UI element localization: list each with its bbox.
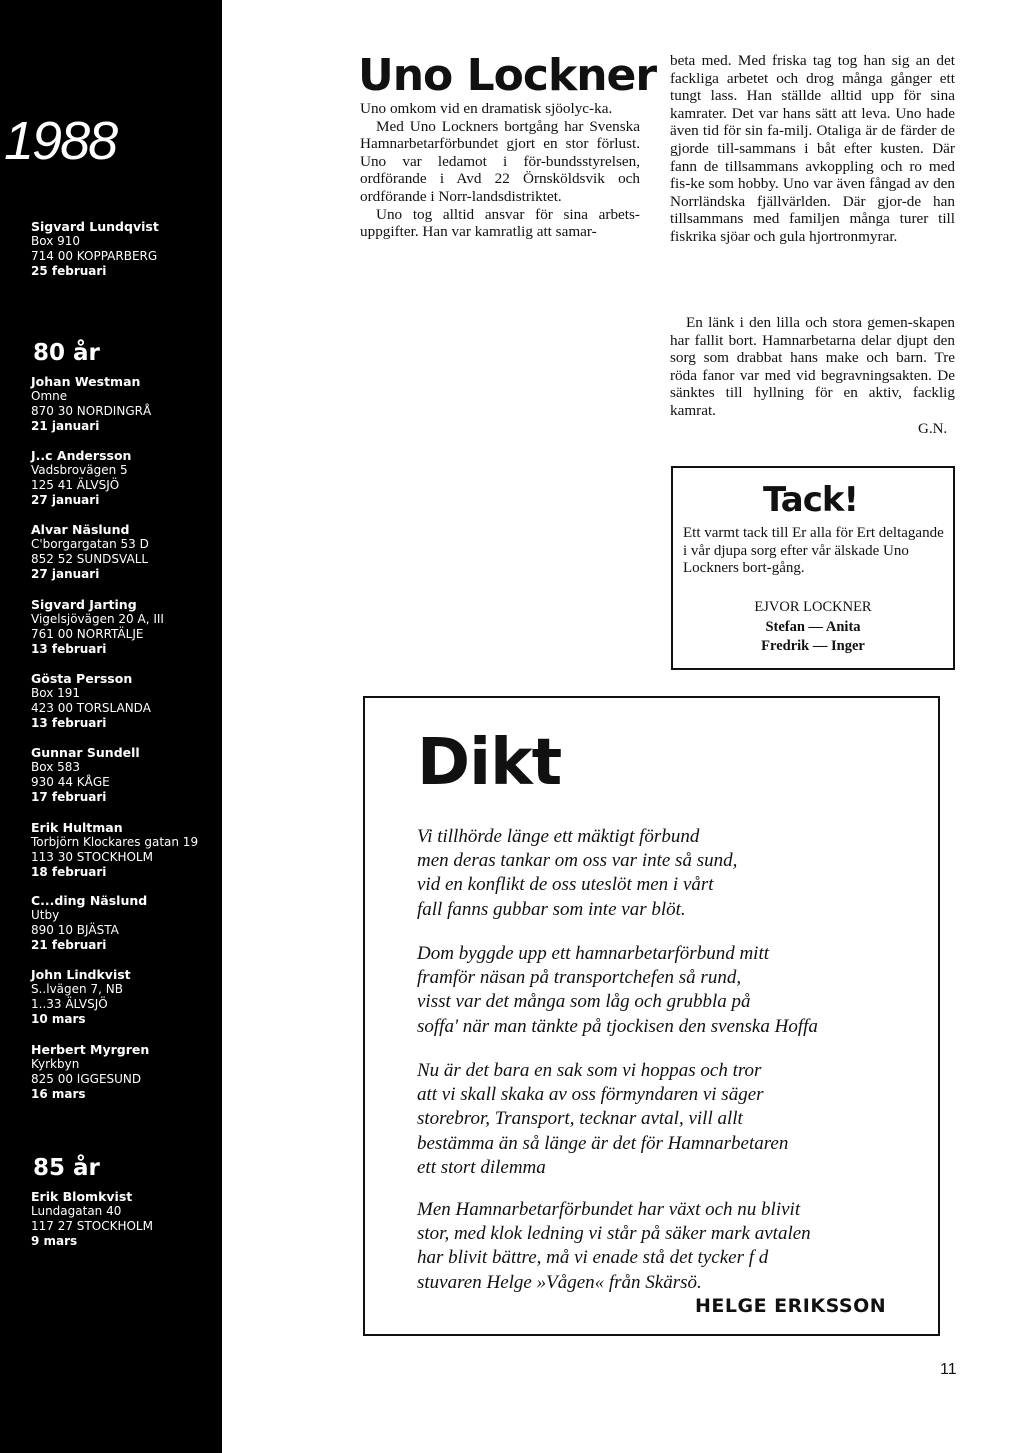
poem-stanza — [417, 1059, 927, 1180]
poem-box — [363, 696, 940, 1336]
thanks-family-2: Fredrik — Inger — [761, 638, 865, 654]
birthday-entry: Erik Blomkvist Lundagatan 40 117 27 STOCKHOLM 9 mars — [31, 1189, 153, 1248]
birthday-entry: Gösta Persson Box 191 423 00 TORSLANDA 13 februari — [31, 671, 151, 730]
poem-stanza — [417, 825, 927, 922]
birthday-entry: Alvar Näslund C'borgargatan 53 D 852 52 SUNDSVALL 27 januari — [31, 522, 149, 581]
poem-stanza — [417, 942, 927, 1039]
poem-line: vid en konflikt de oss uteslöt men i vårt — [417, 874, 714, 896]
thanks-family-1: Stefan — Anita — [765, 619, 861, 635]
birthday-entry: Herbert Myrgren Kyrkbyn 825 00 IGGESUND 16 mars — [31, 1042, 150, 1101]
obituary-paragraph: beta med. Med friska tag tog han sig an det fackliga arbetet och drog många gånger ett tungt lass. Han ställde alltid upp för sina kamrater. Det var hans sätt att leva. Uno hade även tid för sin fa-milj. Otaliga är de färder de gjorde till-sammans i båt efter kusten. Där fann de tillsammans avkoppling och ro med fis-ke som hobby. Uno var även fångad av den Norrländska fjällvärlden. Där gjor-de han tillsammans med familjen många turer till fiskrika sjöar och gula hjortronmyrar. — [670, 52, 955, 245]
obituary-column-2 — [670, 52, 955, 246]
birthday-entry: Gunnar Sundell Box 583 930 44 KÅGE 17 februari — [31, 745, 140, 804]
birthday-entry: J..c Andersson Vadsbrovägen 5 125 41 ÄLVSJÖ 27 januari — [31, 448, 132, 507]
obituary-column-2-closing — [670, 314, 955, 420]
poem-line: Dom byggde upp ett hamnarbetarförbund mitt — [417, 943, 770, 964]
poem-author: HELGE ERIKSSON — [695, 1295, 887, 1317]
poem-line: men deras tankar om oss var inte så sund, — [417, 850, 738, 872]
obituary-paragraph: Uno tog alltid ansvar för sina arbets-uppgifter. Han var kamratlig att samar- — [360, 205, 640, 241]
age-heading-85: 85 år — [33, 1155, 100, 1181]
thanks-title: Tack! — [763, 480, 859, 520]
poem-line: att vi skall skaka av oss förmyndaren vi säger — [417, 1084, 764, 1106]
birthday-entry: Erik Hultman Torbjörn Klockares gatan 19 113 30 STOCKHOLM 18 februari — [31, 820, 199, 879]
obituary-paragraph: En länk i den lilla och stora gemen-skapen har fallit bort. Hamnarbetarna delar djupt den sorg som drabbat hans make och barn. Tre röda fanor var med vid begravningsakten. De sänktes till hyllning för en aktiv, facklig kamrat. — [670, 314, 955, 419]
poem-line: ett stort dilemma — [417, 1156, 546, 1178]
age-heading-80: 80 år — [33, 340, 100, 366]
birthday-entry: C...ding Näslund Utby 890 10 BJÄSTA 21 februari — [31, 893, 148, 952]
poem-line: Nu är det bara en sak som vi hoppas och tror — [417, 1060, 762, 1081]
poem-line: framför näsan på transportchefen så rund, — [417, 967, 742, 989]
poem-line: visst var det många som låg och grubbla på — [417, 991, 751, 1013]
poem-line: stuvaren Helge »Vågen« från Skärsö. — [417, 1271, 702, 1293]
poem-line: fall fanns gubbar som inte var blöt. — [417, 898, 686, 920]
year-heading: 1988 — [4, 111, 117, 171]
obituary-paragraph: Uno omkom vid en dramatisk sjöolyc-ka. — [360, 100, 613, 117]
birthday-entry: Johan Westman Omne 870 30 NORDINGRÅ 21 januari — [31, 374, 152, 433]
poem-line: stor, med klok ledning vi står på säker mark avtalen — [417, 1223, 811, 1245]
obituary-column-1 — [360, 100, 640, 241]
poem-title: Dikt — [417, 726, 562, 800]
poem-line: Men Hamnarbetarförbundet har växt och nu blivit — [417, 1199, 801, 1220]
poem-line: har blivit bättre, må vi enade stå det tycker f d — [417, 1247, 769, 1269]
birthday-entry: John Lindkvist S..lvägen 7, NB 1..33 ÄLVSJÖ 10 mars — [31, 967, 131, 1026]
birthday-sidebar — [0, 0, 222, 1453]
poem-line: bestämma än så länge är det för Hamnarbetaren — [417, 1132, 789, 1154]
thanks-text: Ett varmt tack till Er alla för Ert deltagande i vår djupa sorg efter vår älskade Uno Lockners bort-gång. — [683, 525, 944, 577]
obituary-signoff: G.N. — [918, 421, 948, 437]
poem-line: storebror, Transport, tecknar avtal, vill allt — [417, 1108, 743, 1130]
birthday-entry: Sigvard Jarting Vigelsjövägen 20 A, III 761 00 NORRTÄLJE 13 februari — [31, 597, 164, 656]
poem-line: Vi tillhörde länge ett mäktigt förbund — [417, 826, 700, 847]
page-number: 11 — [940, 1361, 957, 1378]
poem-line: soffa' när man tänkte på tjockisen den svenska Hoffa — [417, 1015, 818, 1037]
obituary-paragraph: Med Uno Lockners bortgång har Svenska Hamnarbetarförbundet gjort en stor förlust. Uno var ledamot i för-bundsstyrelsen, ordförande i Avd 22 Örnsköldsvik och ordförande i Norr-landsdistriktet. — [360, 117, 640, 205]
thanks-signer: EJVOR LOCKNER — [754, 599, 872, 615]
poem-stanza — [417, 1198, 927, 1295]
thanks-box — [671, 466, 955, 670]
birthday-entry: Sigvard Lundqvist Box 910 714 00 KOPPARBERG 25 februari — [31, 219, 159, 278]
obituary-title: Uno Lockner — [358, 50, 657, 101]
